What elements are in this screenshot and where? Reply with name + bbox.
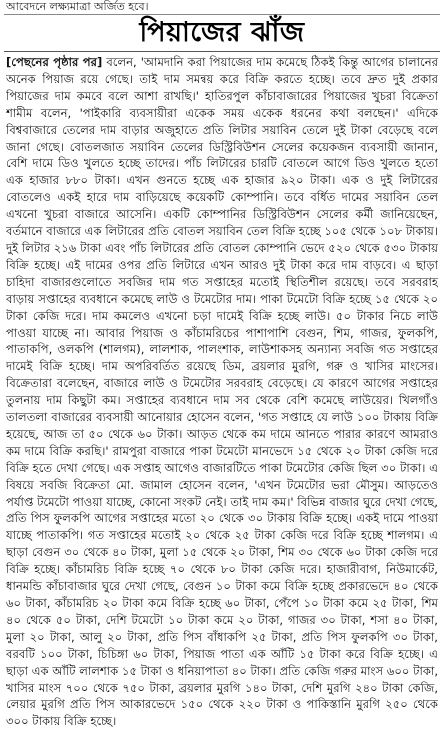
headline-divider: [4, 51, 440, 52]
article-headline: পিয়াজের ঝাঁজ: [139, 17, 305, 48]
article-body: [6, 54, 438, 736]
article-body-text: বলেন, 'আমদানি করা পিয়াজের দাম কমেছে ঠিকই কিন্তু আগের চালানের অনেক পিয়াজ রয়ে গেছে। তাই দাম সমন্বয় করে বিক্রি করতে হচ্ছে। তবে দ্রুত দুই প্রকার পিয়াজের দাম কমবে বলে আশা রাখছি।' হাতিরপুল কাঁচাবাজারের পিয়াজের খুচরা বিক্রেতা শামীম বলেন, 'পাইকারি ব্যবসায়ীরা একেক সময় একেক ধরনের কথা বলছেন।' এদিকে বিশ্ববাজারে তেলের দাম বাড়ার অজুহাতে প্রতি লিটার সয়াবিন তেলে দুই টাকা বেড়েছে বলে জানা গেছে। বোতলজাত সয়াবিন তেলের ডিস্ট্রিবিউশন সেলের কয়েকজন ব্যবসায়ী জানান, বেশি দামে ডিও খুলতে হচ্ছে তাদের। পাঁচ লিটারের চারটি বোতলে আগে ডিও খুলতে হতো এক হাজার ৮৮০ টাকা। এখন গুনতে হচ্ছে এক হাজার ৯২০ টাকা। এক ও দুই লিটারের বোতলেও একই হারে দাম বাড়িয়েছে কয়েকটি কোম্পানি। তবে বর্ধিত দামের সয়াবিন তেল এখনো খুচরা বাজারে আসেনি। একটি কোম্পানির ডিস্ট্রিবিউশন সেলের কর্মী জানিয়েছেন, বর্তমানে বাজারে এক লিটারের প্রতি বোতল সয়াবিন তেল বিক্রি হচ্ছে ১০৫ থেকে ১০৮ টাকায়। দুই লিটার ২১৬ টাকা এবং পাঁচ লিটারের প্রতি বোতল কোম্পানি ভেদে ৫২০ থেকে ৫৩০ টাকায় বিক্রি হচ্ছে। এই দামের ওপর প্রতি লিটারে এখন আরও দুই টাকা করে দাম বাড়বে। এ ছাড়া চাহিদা বাজারগুলোতে সবজির দাম গত সপ্তাহের মতোই স্থিতিশীল রয়েছে। তবে সরবরাহ বাড়ায় সপ্তাহের ব্যবধানে কমেছে লাউ ও টমেটোর দাম। পাকা টমেটো বিক্রি হচ্ছে ১৫ থেকে ২০ টাকা কেজি দরে। দাম কমলেও এখনো চড়া দামেই বিক্রি হচ্ছে লাউ। ৫০ টাকার নিচে লাউ পাওয়া যাচ্ছে না। আবার পিয়াজ ও কাঁচামরিচের পাশাপাশি বেগুন, শিম, গাজর, ফুলকপি, পাতাকপি, ওলকপি (শালগম), লালশাক, পালংশাক, লাউশাকসহ অন্যান্য সবজি গত সপ্তাহের দামেই বিক্রি হচ্ছে। দাম অপরিবর্তিত রয়েছে ডিম, ব্রয়লার মুরগি, গরু ও খাসির মাংসের। বিক্রেতারা বলেছেন, বাজারে লাউ ও টমেটোর সরবরাহ বেড়েছে। যে কারণে আগের সপ্তাহের তুলনায় দাম কিছুটা কম। সপ্তাহের ব্যবধানে দাম সব থেকে বেশি কমেছে লাউয়ের। খিলগাঁও তালতলা বাজারের ব্যবসায়ী আনোয়ার হোসেন বলেন, 'গত সপ্তাহে যে লাউ ১০০ টাকায় বিক্রি হয়েছে, আজ তা ৫০ থেকে ৬০ টাকা। আড়ত থেকে কম দামে আনতে পারার কারণে আমরাও কম দামে বিক্রি করছি।' রামপুরা বাজারে পাকা টমেটো মানভেদে ১৫ থেকে ২০ টাকা কেজি দরে বিক্রি হতে দেখা গেছে। এক সপ্তাহ আগেও বাজারটিতে পাকা টমেটোর কেজি ছিল ৩০ টাকা। এ বিষয়ে সবজি বিক্রেতা মো. জামাল হোসেন বলেন, 'এখন টমেটোর ভরা মৌসুম। আড়তেও পর্যাপ্ত টমেটো পাওয়া যাচ্ছে, কোনো সংকট নেই। তাই দাম কম।' বিভিন্ন বাজার ঘুরে দেখা গেছে, প্রতি পিস ফুলকপি আগের সপ্তাহের মতো ২০ থেকে ৩০ টাকায় বিক্রি হচ্ছে। একই দামে পাওয়া যাচ্ছে পাতাকপি। গত সপ্তাহের মতোই ২০ থেকে ২৫ টাকা কেজি দরে বিক্রি হচ্ছে শালগম। এ ছাড়া বেগুন ৩০ থেকে ৪০ টাকা, মুলা ১৫ থেকে ২০ টাকা, শিম ৩০ থেকে ৬০ টাকা কেজি দরে বিক্রি হচ্ছে। কাঁচামরিচ বিক্রি হচ্ছে ৭০ থেকে ৮০ টাকা কেজি দরে। হাজারীবাগ, নিউমার্কেট, ধানমন্ডি কাঁচাবাজার ঘুরে দেখা গেছে, বেগুন ১০ টাকা কমে বিক্রি হচ্ছে প্রকারভেদে ৪০ থেকে ৬০ টাকা, কাঁচামরিচ ২০ টাকা কমে বিক্রি হচ্ছে ৬০ টাকা, পেঁপে ১০ টাকা কমে ২৫ টাকা, শিম ৪০ থেকে ৫০ টাকা, দেশি টমেটো ১০ টাকা কমে ২০ টাকা, গাজর ৩০ টাকা, শসা ৪০ টাকা, মুলা ২০ টাকা, আলু ২০ টাকা, প্রতি পিস বাঁধাকপি ২৫ টাকা, প্রতি পিস ফুলকপি ৩০ টাকা, বরবটি ১০০ টাকা, চিচিঙ্গা ৬০ টাকা, পিয়াজ পাতা এক আঁটি ১৫ টাকা করে বিক্রি হচ্ছে। এ ছাড়া এক আঁটি লালশাক ১৫ টাকা ও ধনিয়াপাতা ৪০ টাকা। প্রতি কেজি গরুর মাংস ৬০০ টাকা, খাসির মাংস ৭০০ থেকে ৭৫০ টাকা, ব্রয়লার মুরগি ১৪০ টাকা, দেশি মুরগি ২৪০ টাকা কেজি, লেয়ার মুরগি প্রতি পিস আকারভেদে ১৫০ থেকে ২২০ টাকা ও পাকিস্তানি মুরগি ২৫০ থেকে ৩০০ টাকায় বিক্রি হচ্ছে।: [6, 55, 438, 729]
previous-article-fragment: আবেদনে লক্ষ্যমাত্রা অর্জিত হবে।: [6, 0, 149, 13]
top-divider: [4, 14, 440, 15]
continuation-label: [পেছনের পৃষ্ঠার পর]: [6, 55, 103, 69]
